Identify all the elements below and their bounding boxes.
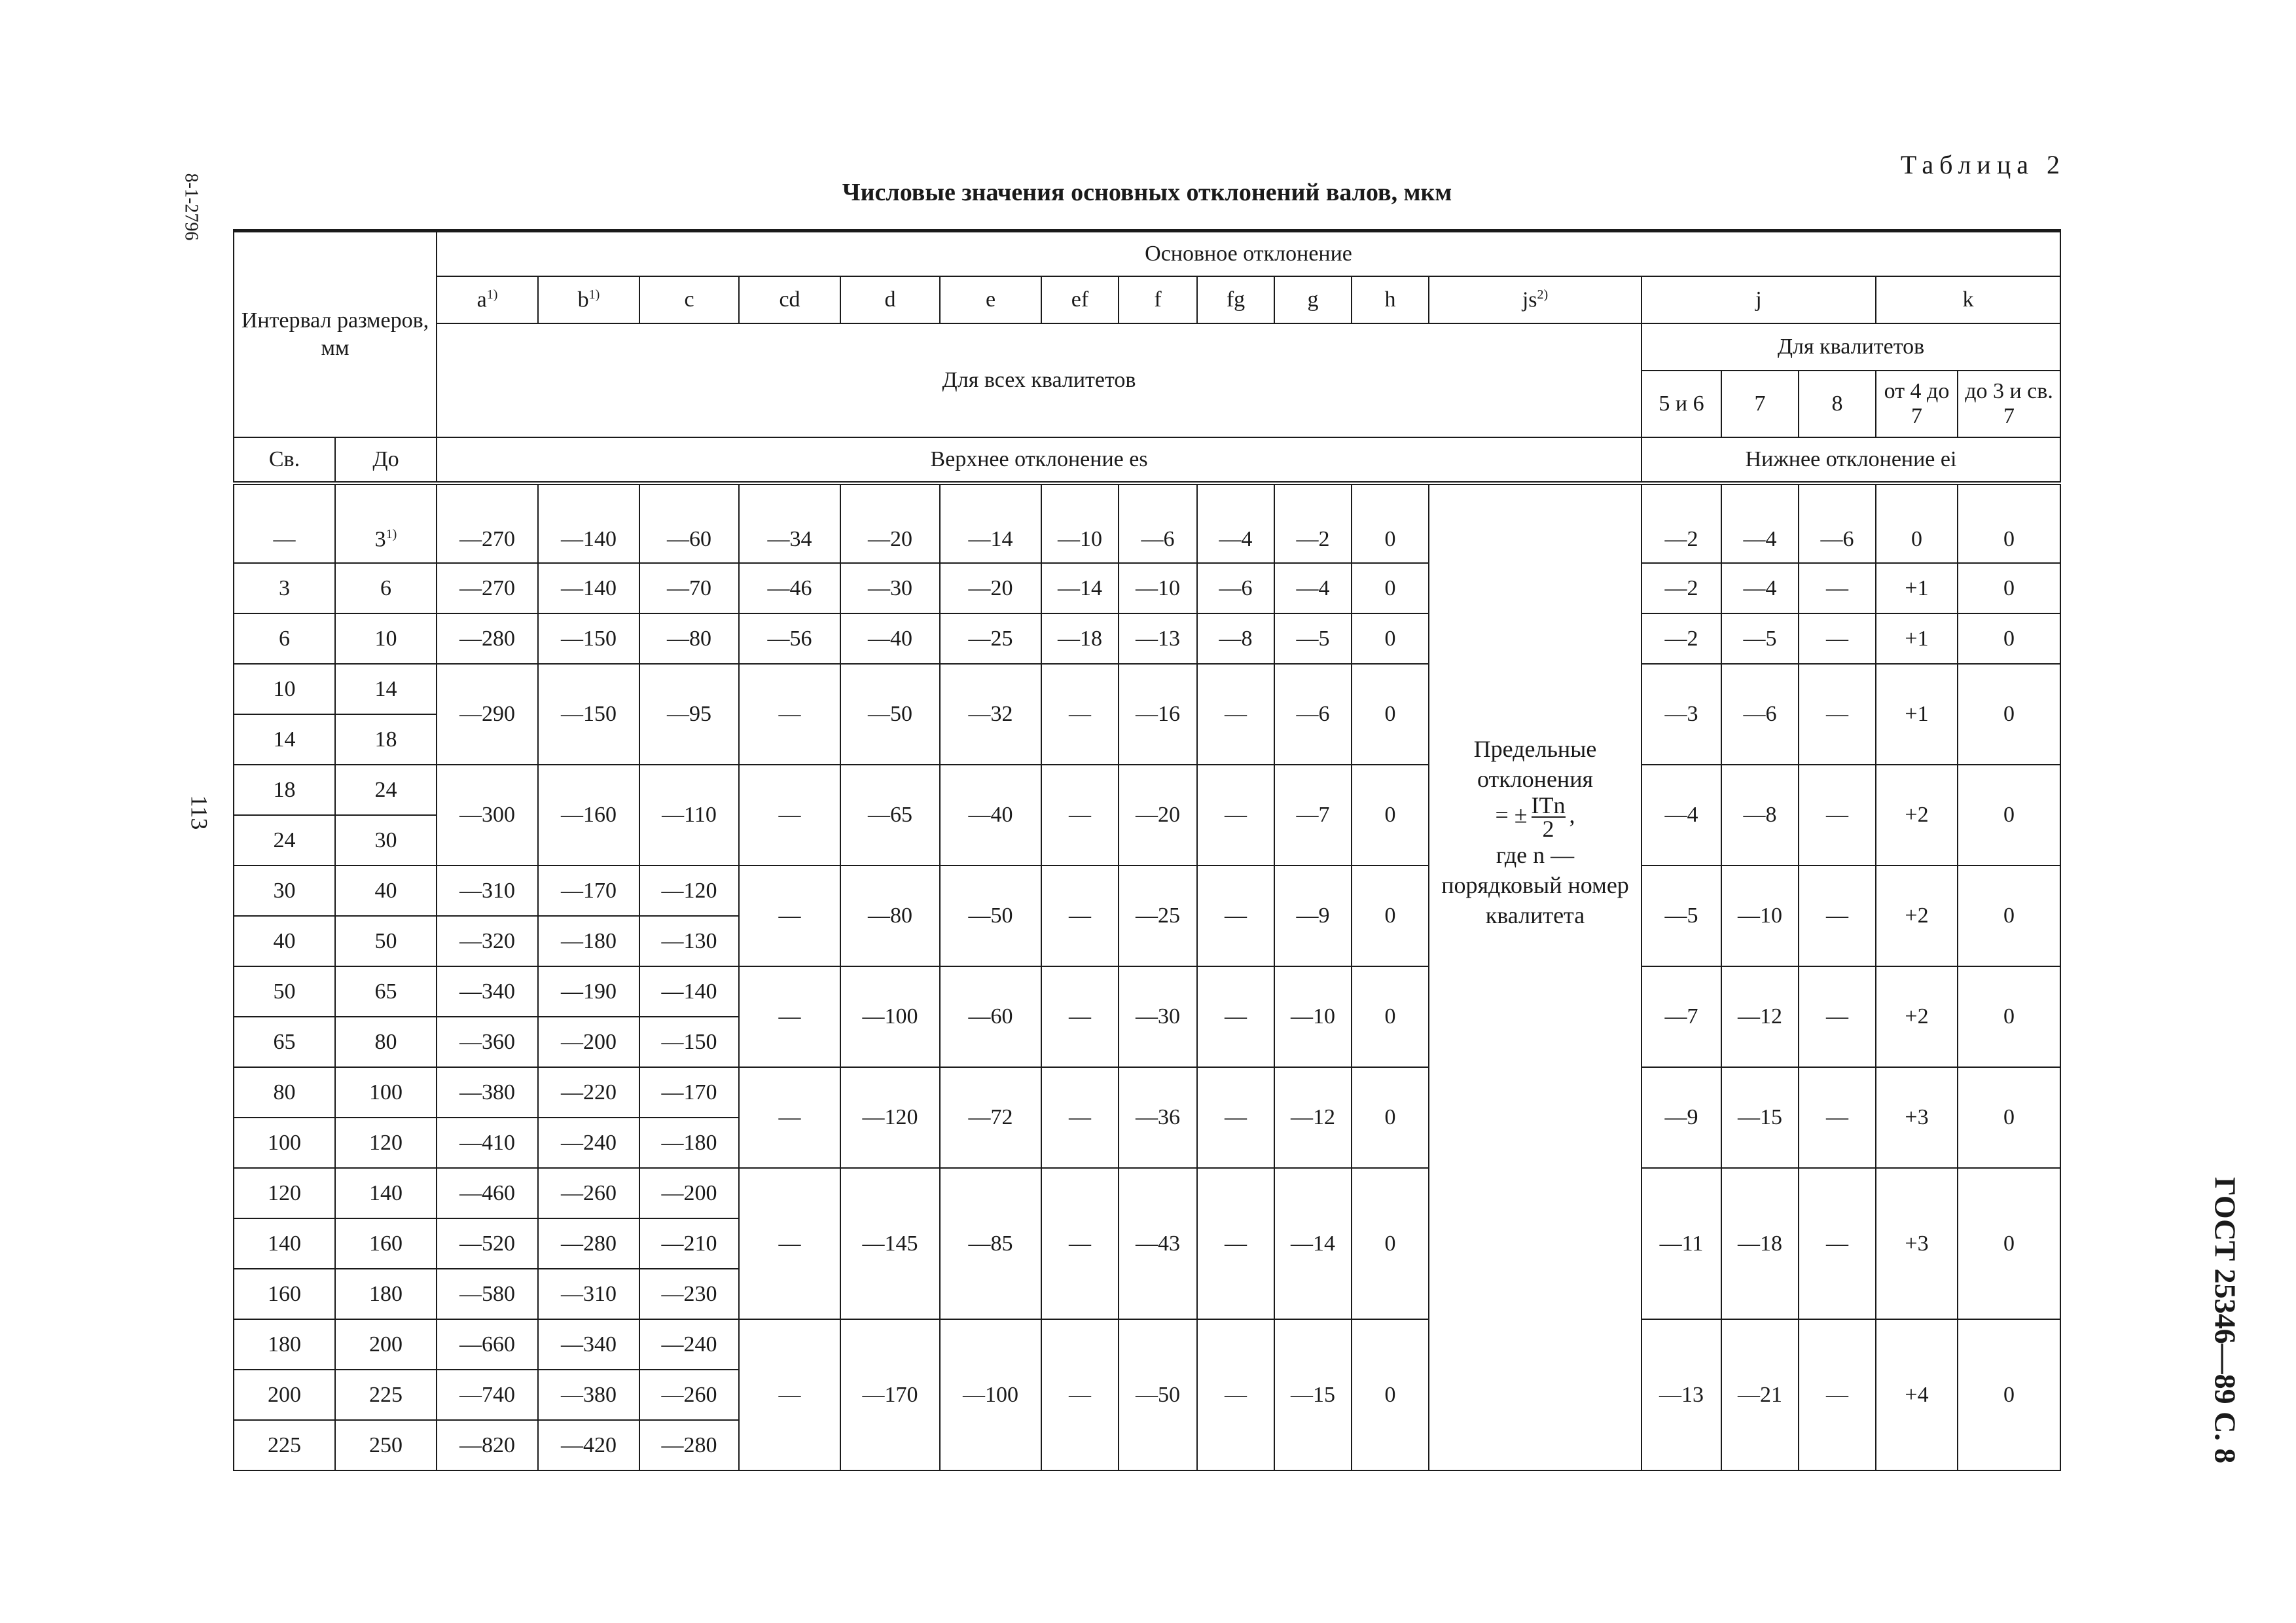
cell-fg: —: [1197, 966, 1274, 1067]
cell-j56: —2: [1641, 613, 1721, 664]
cell-h: 0: [1352, 966, 1429, 1067]
cell-fg: —8: [1197, 613, 1274, 664]
to-header: До: [335, 437, 437, 483]
cell-j8: —: [1799, 1067, 1876, 1168]
cell-c: —210: [639, 1218, 739, 1269]
cell-g: —7: [1274, 765, 1352, 866]
cell-over: 3: [234, 563, 335, 613]
cell-h: 0: [1352, 765, 1429, 866]
cell-h: 0: [1352, 664, 1429, 765]
cell-k47: +2: [1876, 765, 1958, 866]
cell-b: —240: [538, 1118, 639, 1168]
cell-e: —14: [940, 483, 1041, 563]
cell-over: 80: [234, 1067, 335, 1118]
cell-cd: —: [739, 1067, 840, 1168]
cell-b: —150: [538, 613, 639, 664]
cell-b: —310: [538, 1269, 639, 1319]
cell-k3: 0: [1958, 664, 2060, 765]
cell-j8: —: [1799, 866, 1876, 966]
cell-j56: —2: [1641, 483, 1721, 563]
cell-cd: —: [739, 966, 840, 1067]
cell-j8: —: [1799, 1319, 1876, 1470]
cell-a: —740: [437, 1370, 538, 1420]
cell-over: 160: [234, 1269, 335, 1319]
cell-over: 180: [234, 1319, 335, 1370]
cell-to: 65: [335, 966, 437, 1017]
cell-c: —180: [639, 1118, 739, 1168]
cell-a: —360: [437, 1017, 538, 1067]
cell-e: —85: [940, 1168, 1041, 1319]
column-letter-k: k: [1876, 276, 2060, 323]
cell-to: 14: [335, 664, 437, 714]
cell-c: —70: [639, 563, 739, 613]
cell-j7: —18: [1721, 1168, 1799, 1319]
standard-reference: ГОСТ 25346—89 С. 8: [2208, 1176, 2242, 1464]
cell-ef: —: [1041, 966, 1119, 1067]
cell-e: —32: [940, 664, 1041, 765]
cell-b: —160: [538, 765, 639, 866]
cell-to: 50: [335, 916, 437, 966]
cell-d: —145: [840, 1168, 940, 1319]
cell-j56: —4: [1641, 765, 1721, 866]
cell-f: —20: [1119, 765, 1197, 866]
cell-h: 0: [1352, 563, 1429, 613]
cell-to: 120: [335, 1118, 437, 1168]
column-letter-js: $js^{2)}$: [1429, 276, 1641, 323]
cell-k47: 0: [1876, 483, 1958, 563]
cell-to: 100: [335, 1067, 437, 1118]
cell-k47: +3: [1876, 1067, 1958, 1168]
cell-h: 0: [1352, 613, 1429, 664]
cell-to: 200: [335, 1319, 437, 1370]
cell-f: —16: [1119, 664, 1197, 765]
column-letter-j: j: [1641, 276, 1876, 323]
cell-f: —13: [1119, 613, 1197, 664]
cell-b: —420: [538, 1420, 639, 1470]
cell-f: —30: [1119, 966, 1197, 1067]
grade-j: 8: [1799, 371, 1876, 437]
column-letter-b: $b^{1)}$: [538, 276, 639, 323]
cell-c: —140: [639, 966, 739, 1017]
cell-f: —50: [1119, 1319, 1197, 1470]
cell-a: —410: [437, 1118, 538, 1168]
cell-to: 40: [335, 866, 437, 916]
cell-b: —150: [538, 664, 639, 765]
column-letter-c: c: [639, 276, 739, 323]
cell-j7: —15: [1721, 1067, 1799, 1168]
cell-g: —9: [1274, 866, 1352, 966]
footnote-mark: 1): [486, 287, 498, 302]
table-row: [234, 1067, 2060, 1118]
cell-g: —2: [1274, 483, 1352, 563]
table-row: [234, 866, 2060, 916]
cell-cd: —: [739, 765, 840, 866]
cell-d: —170: [840, 1319, 940, 1470]
cell-ef: —: [1041, 765, 1119, 866]
cell-over: 10: [234, 664, 335, 714]
column-letter-h: h: [1352, 276, 1429, 323]
cell-k3: 0: [1958, 563, 2060, 613]
cell-a: —320: [437, 916, 538, 966]
js-note-text: где n — порядковый номер квалитета: [1441, 842, 1629, 928]
cell-j7: —8: [1721, 765, 1799, 866]
cell-k3: 0: [1958, 866, 2060, 966]
cell-c: —230: [639, 1269, 739, 1319]
cell-e: —25: [940, 613, 1041, 664]
table-row: [234, 765, 2060, 815]
cell-c: —60: [639, 483, 739, 563]
footnote-mark: 1): [386, 526, 397, 541]
cell-g: —4: [1274, 563, 1352, 613]
cell-over: 30: [234, 866, 335, 916]
grade-k: до 3 и св. 7: [1958, 371, 2060, 437]
column-letter-e: e: [940, 276, 1041, 323]
cell-j7: —10: [1721, 866, 1799, 966]
cell-j7: —6: [1721, 664, 1799, 765]
cell-f: —10: [1119, 563, 1197, 613]
cell-j7: —21: [1721, 1319, 1799, 1470]
cell-cd: —: [739, 866, 840, 966]
cell-k47: +2: [1876, 966, 1958, 1067]
cell-b: —220: [538, 1067, 639, 1118]
cell-a: —340: [437, 966, 538, 1017]
cell-a: —660: [437, 1319, 538, 1370]
cell-over: 50: [234, 966, 335, 1017]
cell-c: —170: [639, 1067, 739, 1118]
cell-a: —520: [437, 1218, 538, 1269]
formula-fraction: [1532, 794, 1566, 840]
column-letter-a: $a^{1)}$: [437, 276, 538, 323]
formula-numerator: ITn: [1531, 792, 1566, 818]
cell-a: —460: [437, 1168, 538, 1218]
cell-j7: —12: [1721, 966, 1799, 1067]
cell-d: —100: [840, 966, 940, 1067]
cell-e: —60: [940, 966, 1041, 1067]
lower-deviation-header: Нижнее отклонение ei: [1641, 437, 2060, 483]
cell-over: 6: [234, 613, 335, 664]
cell-ef: —14: [1041, 563, 1119, 613]
cell-a: —310: [437, 866, 538, 916]
main-deviation-header: Основное отклонение: [437, 231, 2060, 277]
cell-d: —50: [840, 664, 940, 765]
cell-g: —6: [1274, 664, 1352, 765]
cell-f: —36: [1119, 1067, 1197, 1168]
cell-cd: —: [739, 664, 840, 765]
cell-b: —260: [538, 1168, 639, 1218]
all-grades-header: Для всех квалитетов: [437, 323, 1641, 437]
cell-over: 24: [234, 815, 335, 866]
cell-k3: 0: [1958, 966, 2060, 1067]
cell-over: 140: [234, 1218, 335, 1269]
cell-ef: —: [1041, 1319, 1119, 1470]
cell-to: 30: [335, 815, 437, 866]
cell-c: —240: [639, 1319, 739, 1370]
cell-k3: 0: [1958, 1319, 2060, 1470]
over-header: Св.: [234, 437, 335, 483]
cell-j8: —: [1799, 664, 1876, 765]
cell-k47: +1: [1876, 664, 1958, 765]
cell-b: —190: [538, 966, 639, 1017]
cell-ef: —: [1041, 866, 1119, 966]
cell-d: —20: [840, 483, 940, 563]
cell-g: —10: [1274, 966, 1352, 1067]
for-grades-header: Для квалитетов: [1641, 323, 2060, 371]
cell-fg: —: [1197, 1067, 1274, 1168]
cell-k47: +2: [1876, 866, 1958, 966]
cell-to: 225: [335, 1370, 437, 1420]
cell-j8: —: [1799, 1168, 1876, 1319]
column-letter-fg: fg: [1197, 276, 1274, 323]
cell-f: —6: [1119, 483, 1197, 563]
cell-c: —280: [639, 1420, 739, 1470]
table-row: [234, 483, 2060, 563]
cell-b: —340: [538, 1319, 639, 1370]
cell-over: 40: [234, 916, 335, 966]
cell-to: 24: [335, 765, 437, 815]
cell-j56: —7: [1641, 966, 1721, 1067]
cell-j56: —9: [1641, 1067, 1721, 1168]
cell-k3: 0: [1958, 613, 2060, 664]
cell-c: —130: [639, 916, 739, 966]
cell-over: 200: [234, 1370, 335, 1420]
footnote-mark: 1): [588, 287, 600, 302]
cell-cd: —46: [739, 563, 840, 613]
upper-deviation-header: Верхнее отклонение es: [437, 437, 1641, 483]
cell-j8: —: [1799, 563, 1876, 613]
grade-j: 7: [1721, 371, 1799, 437]
cell-h: 0: [1352, 483, 1429, 563]
cell-k47: +3: [1876, 1168, 1958, 1319]
cell-j8: —6: [1799, 483, 1876, 563]
cell-ef: —: [1041, 664, 1119, 765]
cell-j56: —2: [1641, 563, 1721, 613]
cell-b: —170: [538, 866, 639, 916]
cell-k3: 0: [1958, 1168, 2060, 1319]
cell-fg: —: [1197, 765, 1274, 866]
cell-j56: —5: [1641, 866, 1721, 966]
cell-to: 160: [335, 1218, 437, 1269]
cell-k3: 0: [1958, 1067, 2060, 1168]
table-row: [234, 966, 2060, 1017]
table-row: [234, 613, 2060, 664]
cell-c: —95: [639, 664, 739, 765]
cell-c: —260: [639, 1370, 739, 1420]
cell-e: —50: [940, 866, 1041, 966]
cell-j8: —: [1799, 613, 1876, 664]
cell-over: 225: [234, 1420, 335, 1470]
cell-d: —30: [840, 563, 940, 613]
table-row: [234, 1168, 2060, 1218]
column-letter-ef: ef: [1041, 276, 1119, 323]
cell-fg: —6: [1197, 563, 1274, 613]
cell-over: 18: [234, 765, 335, 815]
cell-e: —100: [940, 1319, 1041, 1470]
cell-cd: —: [739, 1168, 840, 1319]
cell-k47: +4: [1876, 1319, 1958, 1470]
cell-ef: —: [1041, 1168, 1119, 1319]
cell-to: 250: [335, 1420, 437, 1470]
formula-denominator: 2: [1542, 816, 1554, 842]
column-letter-f: f: [1119, 276, 1197, 323]
cell-k3: 0: [1958, 765, 2060, 866]
cell-cd: —: [739, 1319, 840, 1470]
grade-k: от 4 до 7: [1876, 371, 1958, 437]
cell-a: —280: [437, 613, 538, 664]
cell-over: 100: [234, 1118, 335, 1168]
cell-f: —25: [1119, 866, 1197, 966]
cell-j7: —5: [1721, 613, 1799, 664]
cell-c: —200: [639, 1168, 739, 1218]
cell-b: —380: [538, 1370, 639, 1420]
footnote-mark: 2): [1537, 287, 1549, 302]
cell-k47: +1: [1876, 613, 1958, 664]
js-note-text: Предельные отклонения: [1473, 736, 1597, 792]
cell-j8: —: [1799, 765, 1876, 866]
cell-h: 0: [1352, 1168, 1429, 1319]
cell-k47: +1: [1876, 563, 1958, 613]
cell-to: 10: [335, 613, 437, 664]
cell-ef: —18: [1041, 613, 1119, 664]
js-note-formula: = ± $\frac{\text{ITn}}{2}$ ,: [1495, 792, 1575, 842]
cell-c: —150: [639, 1017, 739, 1067]
cell-h: 0: [1352, 1319, 1429, 1470]
deviations-table: [233, 229, 2061, 1471]
cell-d: —65: [840, 765, 940, 866]
cell-to: 6: [335, 563, 437, 613]
cell-over: 120: [234, 1168, 335, 1218]
cell-h: 0: [1352, 1067, 1429, 1168]
cell-to: 80: [335, 1017, 437, 1067]
cell-j7: —4: [1721, 563, 1799, 613]
table-label: Таблица 2: [1900, 150, 2066, 179]
cell-over: —: [234, 483, 335, 563]
cell-c: —80: [639, 613, 739, 664]
cell-e: —72: [940, 1067, 1041, 1168]
cell-over: 14: [234, 714, 335, 765]
cell-a: —580: [437, 1269, 538, 1319]
cell-fg: —: [1197, 1319, 1274, 1470]
cell-cd: —56: [739, 613, 840, 664]
cell-b: —200: [538, 1017, 639, 1067]
cell-a: —270: [437, 563, 538, 613]
cell-h: 0: [1352, 866, 1429, 966]
cell-d: —120: [840, 1067, 940, 1168]
table-row: [234, 1319, 2060, 1370]
cell-f: —43: [1119, 1168, 1197, 1319]
cell-ef: —10: [1041, 483, 1119, 563]
table-row: [234, 664, 2060, 714]
cell-b: —140: [538, 563, 639, 613]
cell-ef: —: [1041, 1067, 1119, 1168]
cell-to: 140: [335, 1168, 437, 1218]
cell-a: —270: [437, 483, 538, 563]
cell-g: —5: [1274, 613, 1352, 664]
cell-over: 65: [234, 1017, 335, 1067]
cell-g: —14: [1274, 1168, 1352, 1319]
cell-g: —12: [1274, 1067, 1352, 1168]
cell-fg: —: [1197, 866, 1274, 966]
page-number: 113: [186, 795, 213, 830]
cell-j56: —13: [1641, 1319, 1721, 1470]
cell-g: —15: [1274, 1319, 1352, 1470]
cell-a: —380: [437, 1067, 538, 1118]
cell-to: 18: [335, 714, 437, 765]
cell-a: —290: [437, 664, 538, 765]
cell-to: 3$^{1)}$: [335, 483, 437, 563]
table-row: [234, 563, 2060, 613]
cell-fg: —4: [1197, 483, 1274, 563]
cell-d: —40: [840, 613, 940, 664]
table-title: Числовые значения основных отклонений валов, мкм: [842, 179, 1452, 206]
cell-fg: —: [1197, 664, 1274, 765]
cell-fg: —: [1197, 1168, 1274, 1319]
cell-j8: —: [1799, 966, 1876, 1067]
cell-c: —120: [639, 866, 739, 916]
cell-b: —180: [538, 916, 639, 966]
cell-d: —80: [840, 866, 940, 966]
margin-code: 8-1-2796: [181, 173, 202, 241]
cell-j56: —3: [1641, 664, 1721, 765]
cell-e: —20: [940, 563, 1041, 613]
cell-a: —300: [437, 765, 538, 866]
cell-j56: —11: [1641, 1168, 1721, 1319]
cell-b: —140: [538, 483, 639, 563]
column-letter-g: g: [1274, 276, 1352, 323]
js-note: [1429, 483, 1641, 1470]
cell-e: —40: [940, 765, 1041, 866]
cell-to: 180: [335, 1269, 437, 1319]
cell-b: —280: [538, 1218, 639, 1269]
column-letter-d: d: [840, 276, 940, 323]
formula-sign: = ±: [1495, 801, 1528, 828]
cell-cd: —34: [739, 483, 840, 563]
cell-a: —820: [437, 1420, 538, 1470]
cell-j7: —4: [1721, 483, 1799, 563]
grade-j: 5 и 6: [1641, 371, 1721, 437]
interval-header: Интервал размеров, мм: [234, 231, 437, 438]
cell-c: —110: [639, 765, 739, 866]
column-letter-cd: cd: [739, 276, 840, 323]
cell-k3: 0: [1958, 483, 2060, 563]
